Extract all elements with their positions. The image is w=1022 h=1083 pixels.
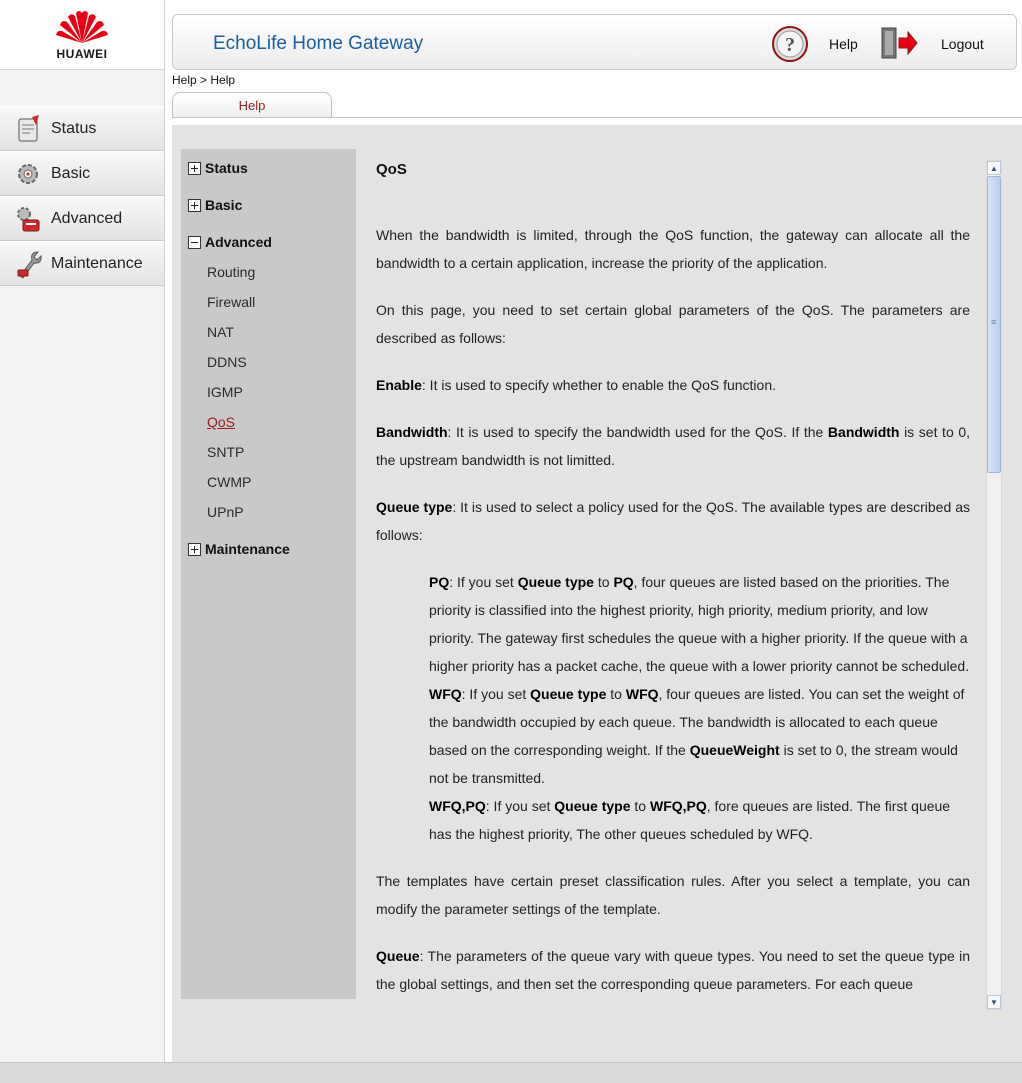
help-tree — [181, 149, 356, 999]
help-title: QoS — [376, 161, 407, 178]
svg-text:?: ? — [785, 34, 795, 56]
sidebar-item-status[interactable] — [0, 106, 164, 151]
brand-name: HUAWEI — [56, 46, 108, 61]
help-scrollbar[interactable] — [986, 160, 1002, 1010]
advanced-icon — [10, 201, 46, 237]
tree-item-upnp[interactable]: UPnP — [207, 504, 244, 520]
tree-item-nat[interactable]: NAT — [207, 324, 234, 340]
help-paragraph-queue: Queue: The parameters of the queue vary with queue types. You need to set the queue type in the global settings, and then set the corresponding queue parameters. For each queue — [376, 948, 970, 992]
logout-link[interactable]: Logout — [941, 36, 984, 52]
wrench-icon — [10, 246, 46, 282]
tree-item-routing[interactable]: Routing — [207, 264, 256, 280]
tree-item-sntp[interactable]: SNTP — [207, 444, 245, 460]
help-paragraph-wfq: WFQ: If you set Queue type to WFQ, four queues are listed. You can set the weight of the bandwidth occupied by each queue. The bandwidth is allocated to each queue based on the corresponding weight. If the QueueWeight is set to 0, the stream would not be transmitted. — [429, 686, 965, 786]
expand-icon[interactable] — [188, 162, 201, 175]
logout-icon[interactable] — [879, 25, 919, 61]
help-paragraph-global: On this page, you need to set certain global parameters of the QoS. The parameters are described as follows: — [376, 302, 970, 346]
help-paragraph-templates: The templates have certain preset classification rules. After you select a template, you can modify the parameter settings of the template. — [376, 873, 970, 917]
help-paragraph-queue-type: Queue type: It is used to select a policy used for the QoS. The available types are described as follows: — [376, 499, 970, 543]
tree-section-status[interactable] — [188, 160, 248, 176]
collapse-icon[interactable] — [188, 236, 201, 249]
tab-help[interactable]: Help — [172, 92, 332, 118]
help-paragraph-wfqpq: WFQ,PQ: If you set Queue type to WFQ,PQ, fore queues are listed. The first queue has the highest priority, The other queues scheduled by WFQ. — [429, 798, 951, 842]
left-sidebar — [0, 0, 165, 1083]
tree-item-igmp[interactable]: IGMP — [207, 384, 243, 400]
huawei-logo-icon — [54, 9, 110, 45]
expand-icon[interactable] — [188, 199, 201, 212]
sidebar-item-label: Maintenance — [51, 254, 143, 272]
tree-section-label: Status — [205, 160, 248, 176]
sidebar-item-label: Basic — [51, 164, 91, 182]
help-icon[interactable] — [771, 25, 809, 63]
breadcrumb: Help > Help — [172, 73, 236, 87]
help-body — [376, 221, 970, 1013]
sidebar-item-basic[interactable] — [0, 151, 164, 196]
app-title: EchoLife Home Gateway — [213, 33, 424, 54]
sidebar-item-advanced[interactable] — [0, 196, 164, 241]
footer-bar — [0, 1062, 1022, 1083]
scroll-down-icon[interactable]: ▼ — [987, 995, 1001, 1009]
tab-divider — [172, 117, 1022, 118]
tree-section-maintenance[interactable] — [188, 541, 290, 557]
expand-icon[interactable] — [188, 543, 201, 556]
tree-section-advanced[interactable] — [188, 234, 272, 250]
status-icon — [10, 111, 46, 147]
help-paragraph-enable: Enable: It is used to specify whether to enable the QoS function. — [376, 377, 777, 393]
tree-item-ddns[interactable]: DDNS — [207, 354, 247, 370]
scroll-up-icon[interactable]: ▲ — [987, 161, 1001, 175]
scroll-thumb[interactable] — [987, 176, 1001, 473]
tree-section-label: Basic — [205, 197, 243, 213]
tree-section-label: Advanced — [205, 234, 272, 250]
help-text-panel — [356, 149, 986, 1013]
help-paragraph-intro: When the bandwidth is limited, through the QoS function, the gateway can allocate all the bandwidth to a certain application, increase the priority of the application. — [376, 227, 970, 271]
gear-icon — [10, 156, 46, 192]
help-paragraph-bandwidth: Bandwidth: It is used to specify the bandwidth used for the QoS. If the Bandwidth is set to 0, the upstream bandwidth is not limitted. — [376, 424, 971, 468]
tree-item-cwmp[interactable]: CWMP — [207, 474, 252, 490]
sidebar-item-label: Status — [51, 119, 97, 137]
sidebar-item-label: Advanced — [51, 209, 123, 227]
tree-section-basic[interactable] — [188, 197, 242, 213]
sidebar-nav — [0, 106, 164, 286]
sidebar-item-maintenance[interactable] — [0, 241, 164, 286]
header-bar — [172, 14, 1017, 70]
help-paragraph-pq: PQ: If you set Queue type to PQ, four queues are listed based on the priorities. The priority is classified into the highest priority, high priority, medium priority, and low priority. The gateway first schedules the queue with a higher priority. If the queue with a higher priority has a packet cache, the queue with a lower priority cannot be scheduled. — [429, 574, 970, 674]
help-link[interactable]: Help — [829, 36, 858, 52]
tree-item-qos[interactable]: QoS — [207, 414, 236, 430]
logo — [0, 0, 164, 70]
tree-item-firewall[interactable]: Firewall — [207, 294, 256, 310]
tree-section-label: Maintenance — [205, 541, 290, 557]
